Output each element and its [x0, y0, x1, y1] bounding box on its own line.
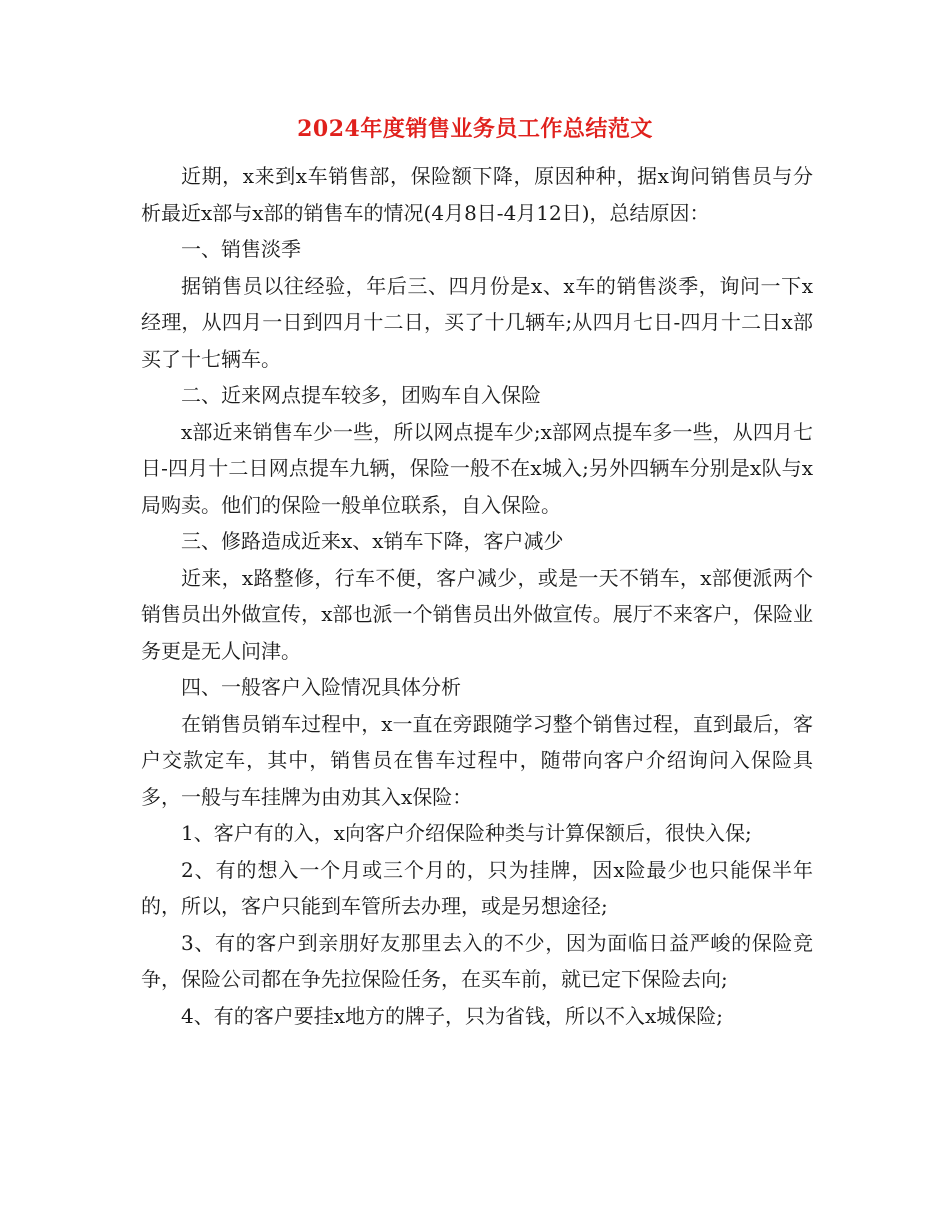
- section-heading-4: 四、一般客户入险情况具体分析: [181, 675, 461, 699]
- paragraph-section-2: x部近来销售车少一些，所以网点提车少;x部网点提车多一些，从四月七日-四月十二日网点提车九辆，保险一般不在x城入;另外四辆车分别是x队与x局购卖。他们的保险一般单位联系，自入保险。: [141, 419, 813, 517]
- paragraph-section-4: 在销售员销车过程中，x一直在旁跟随学习整个销售过程，直到最后，客户交款定车，其中，销售员在售车过程中，随带向客户介绍询问入保险具多，一般与车挂牌为由劝其入x保险：: [141, 711, 813, 809]
- list-item-3: 3、有的客户到亲朋好友那里去入的不少，因为面临日益严峻的保险竞争，保险公司都在争先拉保险任务，在买车前，就已定下保险去向;: [141, 930, 813, 991]
- list-item-4: 4、有的客户要挂x地方的牌子，只为省钱，所以不入x城保险;: [181, 1003, 724, 1028]
- document-title: 2024年度销售业务员工作总结范文: [297, 116, 653, 142]
- list-item-2: 2、有的想入一个月或三个月的，只为挂牌，因x险最少也只能保半年的，所以，客户只能到车管所去办理，或是另想途径;: [141, 857, 813, 918]
- paragraph-intro: 近期，x来到x车销售部，保险额下降，原因种种，据x询问销售员与分析最近x部与x部的销售车的情况(4月8日-4月12日)，总结原因：: [141, 164, 813, 225]
- section-heading-3: 三、修路造成近来x、x销车下降，客户减少: [181, 529, 564, 553]
- section-heading-1: 一、销售淡季: [181, 237, 301, 261]
- document-body: [141, 158, 813, 1034]
- paragraph-section-1: 据销售员以往经验，年后三、四月份是x、x车的销售淡季，询问一下x经理，从四月一日到四月十二日，买了十几辆车;从四月七日-四月十二日x部买了十七辆车。: [141, 273, 813, 371]
- paragraph-section-3: 近来，x路整修，行车不便，客户减少，或是一天不销车，x部便派两个销售员出外做宣传，x部也派一个销售员出外做宣传。展厅不来客户，保险业务更是无人问津。: [141, 565, 813, 663]
- list-item-1: 1、客户有的入，x向客户介绍保险种类与计算保额后，很快入保;: [181, 821, 752, 845]
- section-heading-2: 二、近来网点提车较多，团购车自入保险: [181, 383, 541, 407]
